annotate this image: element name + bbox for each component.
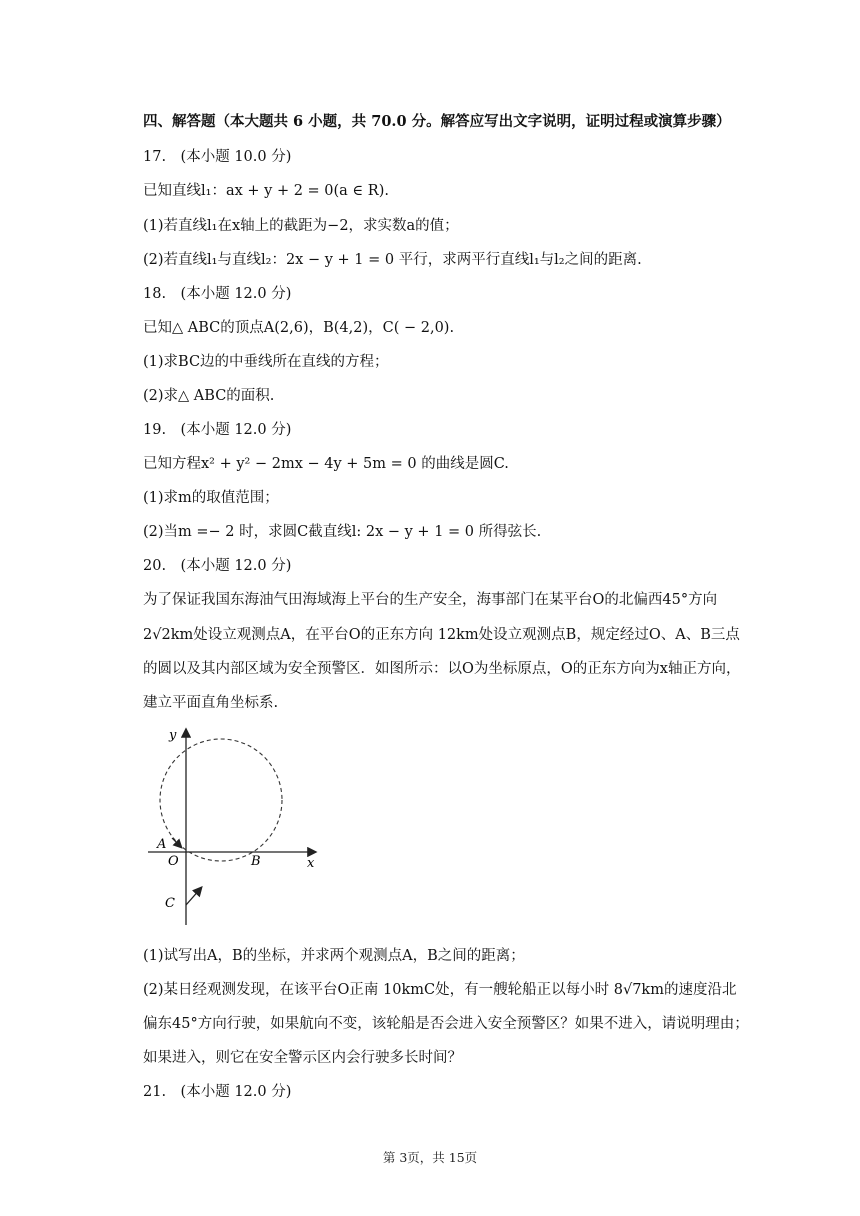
section-heading: 四、解答题（本大题共 6 小题，共 70.0 分。解答应写出文字说明，证明过程或演算步骤） — [143, 113, 731, 130]
problem-17-line: (1)若直线l₁在x轴上的截距为−2，求实数a的值； — [143, 218, 459, 234]
problem-17-header: 17. (本小题 10.0 分) — [143, 149, 292, 165]
problem-17-line: (2)若直线l₁与直线l₂：2x − y + 1 = 0 平行，求两平行直线l₁与l₂之间的距离. — [143, 252, 642, 268]
arrow-c — [186, 888, 201, 905]
problem-19-line: (2)当m =− 2 时，求圆C截直线l: 2x − y + 1 = 0 所得弦长. — [143, 524, 542, 540]
problem-21-header: 21. (本小题 12.0 分) — [143, 1084, 292, 1100]
page-footer: 第 3页，共 15页 — [382, 1150, 478, 1165]
label-o: O — [168, 854, 179, 869]
problem-19-line: 已知方程x² + y² − 2mx − 4y + 5m = 0 的曲线是圆C. — [143, 456, 509, 472]
problem-20-line: 为了保证我国东海油气田海域海上平台的生产安全，海事部门在某平台O的北偏西45°方向 — [143, 592, 718, 608]
label-y: y — [169, 728, 177, 743]
arrow-a — [172, 838, 181, 847]
label-a: A — [157, 837, 167, 852]
problem-19-header: 19. (本小题 12.0 分) — [143, 422, 292, 438]
problem-20-header: 20. (本小题 12.0 分) — [143, 558, 292, 574]
problem-17-line: 已知直线l₁：ax + y + 2 = 0(a ∈ R). — [143, 183, 389, 199]
problem-18-line: 已知△ ABC的顶点A(2,6)，B(4,2)，C( − 2,0). — [143, 320, 455, 336]
label-x: x — [307, 856, 315, 871]
problem-20-line: 建立平面直角坐标系. — [143, 695, 279, 711]
problem-19-line: (1)求m的取值范围； — [143, 490, 279, 506]
safety-circle — [160, 739, 282, 861]
label-c: C — [165, 896, 175, 911]
problem-20-question: 如果进入，则它在安全警示区内会行驶多长时间？ — [143, 1050, 462, 1066]
label-b: B — [251, 854, 261, 869]
problem-20-question: (2)某日经观测发现，在该平台O正南 10kmC处，有一艘轮船正以每小时 8√7km的速度沿北 — [143, 982, 737, 998]
coordinate-figure — [143, 725, 343, 925]
problem-20-line: 2√2km处设立观测点A，在平台O的正东方向 12km处设立观测点B，规定经过O、A、B三点 — [143, 627, 740, 643]
figure-svg — [143, 725, 343, 925]
problem-20-line: 的圆以及其内部区域为安全预警区．如图所示：以O为坐标原点，O的正东方向为x轴正方向， — [143, 661, 741, 677]
problem-20-question: (1)试写出A，B的坐标，并求两个观测点A，B之间的距离； — [143, 948, 525, 964]
problem-18-header: 18. (本小题 12.0 分) — [143, 286, 292, 302]
problem-18-line: (1)求BC边的中垂线所在直线的方程； — [143, 354, 389, 370]
problem-18-line: (2)求△ ABC的面积. — [143, 388, 275, 404]
problem-20-question: 偏东45°方向行驶，如果航向不变，该轮船是否会进入安全预警区？如果不进入，请说明理由； — [143, 1016, 749, 1032]
